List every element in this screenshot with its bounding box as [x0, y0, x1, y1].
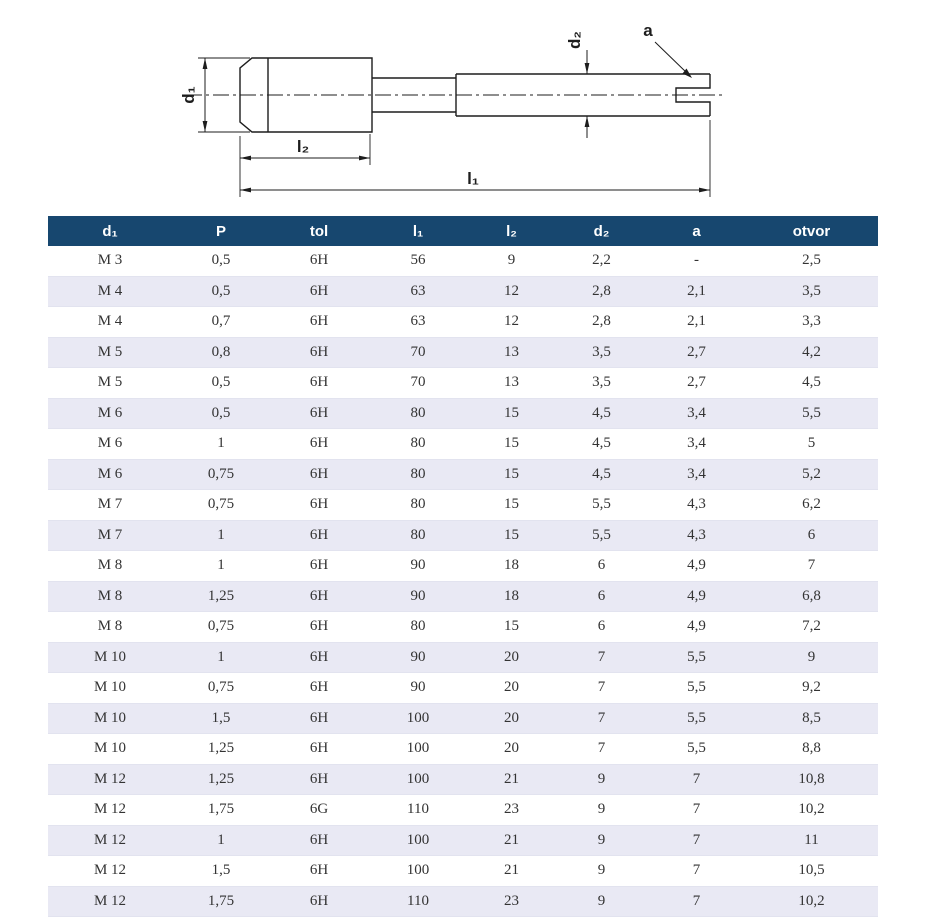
table-cell: 15: [468, 398, 555, 429]
tap-drawing-svg: [0, 0, 925, 212]
table-cell: M 12: [48, 764, 172, 795]
table-cell: 15: [468, 520, 555, 551]
table-cell: M 12: [48, 886, 172, 917]
column-header: otvor: [745, 216, 878, 246]
table-row: [48, 368, 878, 399]
table-cell: 1,25: [172, 734, 270, 765]
table-row: [48, 520, 878, 551]
table-cell: M 7: [48, 490, 172, 521]
table-cell: 6: [555, 551, 648, 582]
l1-arrow-left: [240, 188, 251, 193]
table-cell: 6: [555, 612, 648, 643]
d1-arrow-top: [203, 58, 208, 69]
table-cell: 9: [468, 246, 555, 276]
table-cell: 1,25: [172, 581, 270, 612]
table-cell: M 5: [48, 337, 172, 368]
table-row: [48, 307, 878, 338]
table-cell: 0,5: [172, 276, 270, 307]
table-cell: 6H: [270, 581, 368, 612]
table-row: [48, 856, 878, 887]
table-cell: M 10: [48, 703, 172, 734]
table-cell: 6H: [270, 764, 368, 795]
table-cell: M 3: [48, 246, 172, 276]
table-cell: 6,2: [745, 490, 878, 521]
table-cell: 13: [468, 368, 555, 399]
table-cell: M 12: [48, 825, 172, 856]
table-cell: 0,75: [172, 490, 270, 521]
table-cell: 15: [468, 490, 555, 521]
table-cell: 7,2: [745, 612, 878, 643]
table-cell: M 7: [48, 520, 172, 551]
table-cell: 6: [745, 520, 878, 551]
table-cell: M 4: [48, 276, 172, 307]
table-cell: 70: [368, 368, 468, 399]
table-row: [48, 642, 878, 673]
table-cell: 11: [745, 825, 878, 856]
table-cell: 4,5: [745, 368, 878, 399]
table-cell: 63: [368, 307, 468, 338]
column-header: d₂: [555, 216, 648, 246]
table-cell: 4,9: [648, 612, 745, 643]
table-cell: 2,1: [648, 307, 745, 338]
table-cell: 9: [555, 795, 648, 826]
table-cell: 1: [172, 825, 270, 856]
table-cell: 1,5: [172, 703, 270, 734]
table-cell: 6,8: [745, 581, 878, 612]
table-cell: 2,7: [648, 368, 745, 399]
table-cell: 9: [745, 642, 878, 673]
table-cell: 90: [368, 642, 468, 673]
table-cell: 6H: [270, 734, 368, 765]
table-cell: 7: [555, 703, 648, 734]
table-cell: 20: [468, 642, 555, 673]
table-cell: 2,8: [555, 307, 648, 338]
table-cell: 18: [468, 581, 555, 612]
table-cell: 6H: [270, 825, 368, 856]
table-cell: M 8: [48, 551, 172, 582]
table-cell: 90: [368, 673, 468, 704]
table-cell: 3,3: [745, 307, 878, 338]
table-cell: 6H: [270, 398, 368, 429]
table-cell: 7: [648, 886, 745, 917]
table-cell: 6H: [270, 551, 368, 582]
table-cell: 6H: [270, 490, 368, 521]
table-cell: 4,3: [648, 520, 745, 551]
table-row: [48, 337, 878, 368]
table-cell: 3,4: [648, 398, 745, 429]
table-cell: 7: [555, 642, 648, 673]
table-cell: 20: [468, 673, 555, 704]
table-cell: 9: [555, 886, 648, 917]
table-cell: 6H: [270, 459, 368, 490]
table-row: [48, 703, 878, 734]
table-head: [48, 216, 878, 246]
table-cell: 12: [468, 307, 555, 338]
d1-arrow-bottom: [203, 121, 208, 132]
table-cell: 15: [468, 459, 555, 490]
table-cell: 6H: [270, 612, 368, 643]
table-row: [48, 551, 878, 582]
table-cell: 0,75: [172, 459, 270, 490]
table-cell: 7: [555, 673, 648, 704]
table-cell: 20: [468, 734, 555, 765]
table-cell: 6H: [270, 337, 368, 368]
table-row: [48, 734, 878, 765]
l2-label: l₂: [296, 137, 310, 156]
l1-label: l₁: [467, 169, 479, 188]
table-row: [48, 764, 878, 795]
d2-arrow-bottom: [585, 116, 590, 127]
table-cell: M 8: [48, 612, 172, 643]
table-cell: 1: [172, 429, 270, 460]
table-cell: 3,5: [555, 337, 648, 368]
table-cell: 4,9: [648, 581, 745, 612]
table-cell: -: [648, 246, 745, 276]
table-cell: M 5: [48, 368, 172, 399]
table-cell: 4,3: [648, 490, 745, 521]
table-cell: 6H: [270, 642, 368, 673]
table-row: [48, 490, 878, 521]
table-cell: 5,5: [555, 490, 648, 521]
table-cell: 10,5: [745, 856, 878, 887]
column-header: l₁: [368, 216, 468, 246]
table-cell: 9: [555, 764, 648, 795]
table-cell: 8,8: [745, 734, 878, 765]
table-cell: 0,75: [172, 673, 270, 704]
table-cell: 6H: [270, 307, 368, 338]
table-cell: 80: [368, 490, 468, 521]
d1-label: d₁: [179, 86, 198, 104]
table-cell: 63: [368, 276, 468, 307]
l2-arrow-left: [240, 156, 251, 161]
table-cell: 5,5: [555, 520, 648, 551]
table-cell: 0,5: [172, 368, 270, 399]
column-header: a: [648, 216, 745, 246]
table-cell: 21: [468, 856, 555, 887]
table-cell: 2,5: [745, 246, 878, 276]
column-header: d₁: [48, 216, 172, 246]
table-cell: 1: [172, 551, 270, 582]
table-cell: 80: [368, 459, 468, 490]
table-cell: 7: [555, 734, 648, 765]
table-cell: 100: [368, 856, 468, 887]
table-cell: M 10: [48, 642, 172, 673]
table-cell: 4,9: [648, 551, 745, 582]
table-row: [48, 459, 878, 490]
table-cell: M 12: [48, 795, 172, 826]
table-cell: 80: [368, 398, 468, 429]
table-cell: 4,5: [555, 429, 648, 460]
table-cell: 6: [555, 581, 648, 612]
table-cell: M 4: [48, 307, 172, 338]
column-header: tol: [270, 216, 368, 246]
table-cell: 4,5: [555, 398, 648, 429]
a-leader-line: [655, 42, 688, 74]
table-cell: 0,8: [172, 337, 270, 368]
table-cell: 5,5: [745, 398, 878, 429]
table-cell: 6H: [270, 429, 368, 460]
table-cell: 23: [468, 886, 555, 917]
table-cell: 110: [368, 886, 468, 917]
table-row: [48, 825, 878, 856]
table-cell: 8,5: [745, 703, 878, 734]
table-cell: 110: [368, 795, 468, 826]
table-cell: 6H: [270, 703, 368, 734]
table-cell: 80: [368, 429, 468, 460]
table-cell: M 12: [48, 856, 172, 887]
table-cell: 6H: [270, 886, 368, 917]
table-cell: 2,8: [555, 276, 648, 307]
dimensions-table: [48, 216, 878, 917]
table-cell: M 10: [48, 734, 172, 765]
table-cell: 3,4: [648, 429, 745, 460]
d2-label: d₂: [565, 31, 584, 49]
table-cell: 23: [468, 795, 555, 826]
table-row: [48, 398, 878, 429]
table-cell: 100: [368, 764, 468, 795]
table-cell: 18: [468, 551, 555, 582]
table-cell: M 6: [48, 398, 172, 429]
table-row: [48, 429, 878, 460]
table-cell: M 10: [48, 673, 172, 704]
table-cell: 6H: [270, 856, 368, 887]
table-cell: 2,1: [648, 276, 745, 307]
table-row: [48, 276, 878, 307]
table-cell: 13: [468, 337, 555, 368]
table-cell: 10,2: [745, 886, 878, 917]
table-cell: 4,2: [745, 337, 878, 368]
table-cell: 100: [368, 703, 468, 734]
table-cell: 80: [368, 612, 468, 643]
table-cell: 9: [555, 825, 648, 856]
table-cell: 0,5: [172, 246, 270, 276]
table-cell: 15: [468, 429, 555, 460]
table-row: [48, 612, 878, 643]
table-cell: 10,8: [745, 764, 878, 795]
table-cell: M 6: [48, 459, 172, 490]
table-cell: 3,5: [555, 368, 648, 399]
table-row: [48, 673, 878, 704]
table-cell: 3,4: [648, 459, 745, 490]
column-header: l₂: [468, 216, 555, 246]
table-cell: 7: [648, 795, 745, 826]
table-cell: 1: [172, 642, 270, 673]
column-header: P: [172, 216, 270, 246]
table-cell: 21: [468, 764, 555, 795]
table-cell: M 6: [48, 429, 172, 460]
table-cell: 90: [368, 581, 468, 612]
table-cell: 7: [648, 764, 745, 795]
table-cell: 1: [172, 520, 270, 551]
table-cell: 5,5: [648, 673, 745, 704]
table-cell: 1,5: [172, 856, 270, 887]
table-cell: 80: [368, 520, 468, 551]
table-cell: 100: [368, 825, 468, 856]
table-cell: 5,2: [745, 459, 878, 490]
table-cell: 2,7: [648, 337, 745, 368]
table-row: [48, 886, 878, 917]
table-cell: 7: [745, 551, 878, 582]
table-cell: 10,2: [745, 795, 878, 826]
table-cell: 70: [368, 337, 468, 368]
table-cell: 2,2: [555, 246, 648, 276]
table-cell: M 8: [48, 581, 172, 612]
table-cell: 9,2: [745, 673, 878, 704]
table-cell: 21: [468, 825, 555, 856]
table-cell: 6H: [270, 276, 368, 307]
l2-arrow-right: [359, 156, 370, 161]
table-cell: 0,7: [172, 307, 270, 338]
table-cell: 5: [745, 429, 878, 460]
d2-arrow-top: [585, 63, 590, 74]
table-cell: 6H: [270, 246, 368, 276]
table-cell: 20: [468, 703, 555, 734]
table-body: [48, 246, 878, 917]
table-cell: 1,75: [172, 886, 270, 917]
table-cell: 100: [368, 734, 468, 765]
table-cell: 5,5: [648, 642, 745, 673]
table-cell: 6H: [270, 368, 368, 399]
l1-arrow-right: [699, 188, 710, 193]
table-cell: 56: [368, 246, 468, 276]
header-row: [48, 216, 878, 246]
table-cell: 1,25: [172, 764, 270, 795]
table-row: [48, 795, 878, 826]
table-cell: 90: [368, 551, 468, 582]
table-cell: 9: [555, 856, 648, 887]
table-cell: 7: [648, 856, 745, 887]
table-cell: 12: [468, 276, 555, 307]
table-cell: 5,5: [648, 734, 745, 765]
table-cell: 0,5: [172, 398, 270, 429]
table-cell: 6H: [270, 520, 368, 551]
table-cell: 3,5: [745, 276, 878, 307]
technical-drawing: [0, 0, 925, 212]
table-row: [48, 246, 878, 276]
table-cell: 15: [468, 612, 555, 643]
table-cell: 6G: [270, 795, 368, 826]
table-cell: 1,75: [172, 795, 270, 826]
a-label: a: [643, 21, 653, 40]
table-cell: 6H: [270, 673, 368, 704]
table-cell: 5,5: [648, 703, 745, 734]
table-row: [48, 581, 878, 612]
table-cell: 0,75: [172, 612, 270, 643]
table-cell: 7: [648, 825, 745, 856]
table-cell: 4,5: [555, 459, 648, 490]
